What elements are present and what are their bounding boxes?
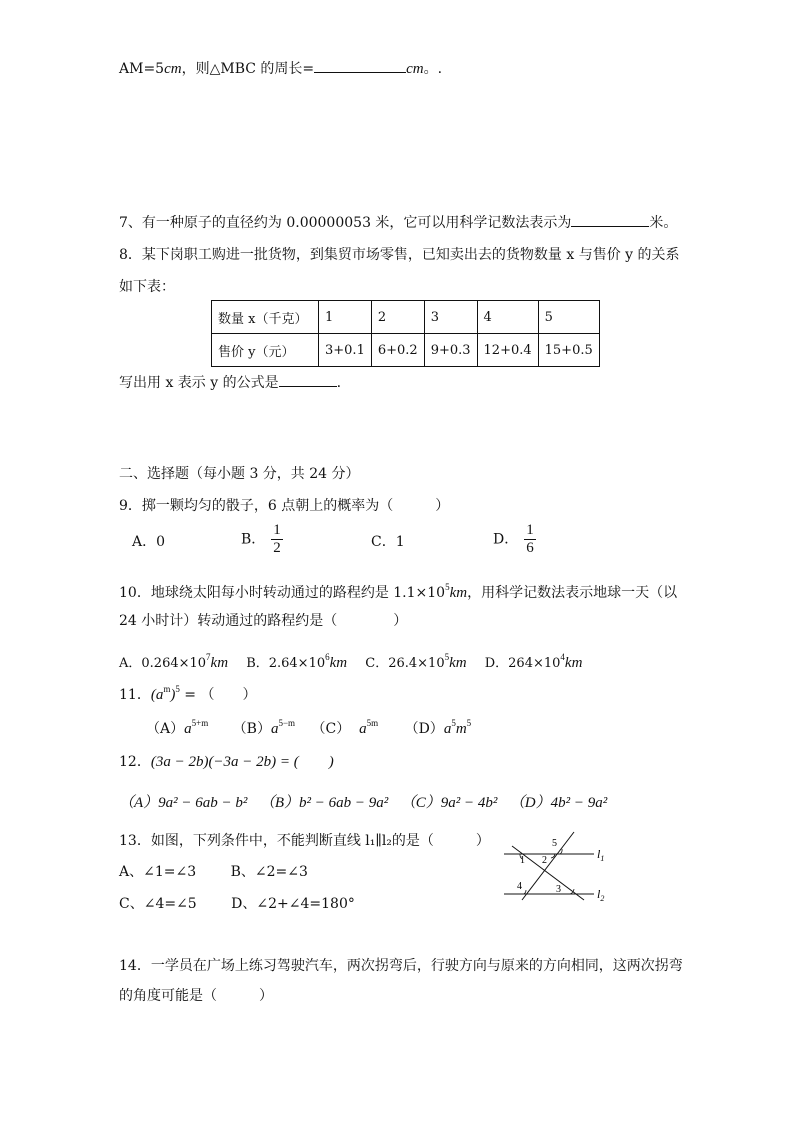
line-label-l1: $l_1$ [597, 847, 605, 863]
table-cell: 6+0.2 [371, 334, 424, 367]
question-13: 13．如图，下列条件中，不能判断直线 l₁∥l₂的是（ ） [119, 833, 490, 849]
answer-blank[interactable] [314, 58, 406, 73]
angle-label-3: 3 [556, 884, 561, 895]
angle-label-5: 5 [552, 838, 557, 849]
table-cell: 5 [538, 301, 599, 334]
question-11: 11．$(a^m)^5$ = （ ） [119, 684, 257, 703]
line-label-l2: $l_2$ [597, 887, 605, 903]
option-d[interactable]: （D）4b² − 9a² [509, 795, 608, 811]
question-8-ask: 写出用 x 表示 y 的公式是 . [119, 372, 341, 393]
table-row [212, 301, 600, 334]
option-c[interactable]: （C）9a² − 4b² [400, 795, 498, 811]
unit-cm: cm [164, 61, 182, 77]
question-13-options-cd [119, 894, 355, 914]
question-9: 9．掷一颗均匀的骰子，6 点朝上的概率为（ ） [119, 498, 450, 514]
table-cell: 1 [319, 301, 372, 334]
question-10-line1: 10．地球绕太阳每小时转动通过的路程约是 $1.1\times 10^5km$，用科学记数法表示地球一天（以 [119, 582, 678, 601]
option-b[interactable]: $(B)a^{5-m}$ [232, 718, 296, 737]
option-a[interactable]: $(A)a^{5+m}$ [146, 718, 209, 737]
question-10-line2: 24 小时计）转动通过的路程约是（ ） [119, 613, 408, 629]
question-10-options [119, 647, 582, 674]
option-c[interactable]: （C） $a^{5m}$ [311, 718, 379, 737]
option-d[interactable]: D、∠2+∠4=180° [231, 896, 355, 912]
question-12: 12．(3a − 2b)(−3a − 2b) = ( ) [119, 754, 334, 770]
fraction: $\frac{1}{6}$ [526, 522, 534, 556]
option-a[interactable]: A、∠1=∠3 [119, 864, 197, 880]
option-d[interactable]: D． $\frac{1}{6}$ [493, 522, 534, 556]
table-cell: 9+0.3 [424, 334, 477, 367]
fraction: $\frac{1}{2}$ [273, 522, 281, 556]
angle-label-1: 1 [520, 855, 525, 866]
section-title: 二、选择题（每小题 3 分，共 24 分） [119, 466, 360, 482]
question-13-options-ab [119, 862, 308, 882]
option-c[interactable]: C、∠4=∠5 [119, 896, 197, 912]
option-c[interactable]: C．1 [371, 534, 405, 550]
option-a[interactable]: （A）9a² − 6ab − b² [119, 795, 248, 811]
question-12-options [119, 793, 607, 813]
angle-label-2: 2 [542, 855, 547, 866]
q6-tail-line: AM=5cm，则△MBC 的周长= cm。. [119, 58, 442, 79]
parallel-lines-figure [498, 828, 618, 908]
table-cell: 数量 x（千克） [212, 301, 319, 334]
transversal-1 [522, 832, 574, 900]
table-cell: 3 [424, 301, 477, 334]
quantity-price-table [211, 300, 600, 367]
option-a[interactable]: A．0 [132, 534, 166, 550]
question-8-line2: 如下表： [119, 279, 175, 295]
table-cell: 3+0.1 [319, 334, 372, 367]
question-11-options [146, 713, 471, 739]
question-14-line1: 14．一学员在广场上练习驾驶汽车，两次拐弯后，行驶方向与原来的方向相同，这两次拐弯 [119, 958, 683, 974]
table-cell: 2 [371, 301, 424, 334]
angle-label-4: 4 [517, 881, 522, 892]
table-cell: 15+0.5 [538, 334, 599, 367]
answer-blank[interactable] [279, 372, 337, 387]
option-c[interactable]: C．$26.4\times 10^5km$ [365, 652, 467, 671]
option-d[interactable]: D．$264\times 10^4km$ [484, 652, 583, 671]
option-b[interactable]: B． $\frac{1}{2}$ [241, 522, 281, 556]
question-7: 7、有一种原子的直径约为 0.00000053 米，它可以用科学记数法表示为 米。 [119, 212, 677, 233]
option-d[interactable]: $(D)a^5m^5$ [404, 718, 472, 737]
question-14-line2: 的角度可能是（ ） [119, 988, 273, 1004]
option-b[interactable]: B．$2.64\times 10^6km$ [246, 652, 348, 671]
table-cell: 售价 y（元） [212, 334, 319, 367]
option-b[interactable]: B、∠2=∠3 [230, 864, 308, 880]
table-row [212, 334, 600, 367]
question-8-line1: 8．某下岗职工购进一批货物，到集贸市场零售，已知卖出去的货物数量 x 与售价 y 的关系 [119, 247, 680, 263]
option-b[interactable]: （B）b² − 6ab − 9a² [259, 795, 389, 811]
table-cell: 12+0.4 [477, 334, 538, 367]
table-cell: 4 [477, 301, 538, 334]
answer-blank[interactable] [571, 212, 649, 227]
angle-arc [524, 890, 526, 894]
option-a[interactable]: A．$0.264\times 10^7km$ [119, 652, 229, 671]
